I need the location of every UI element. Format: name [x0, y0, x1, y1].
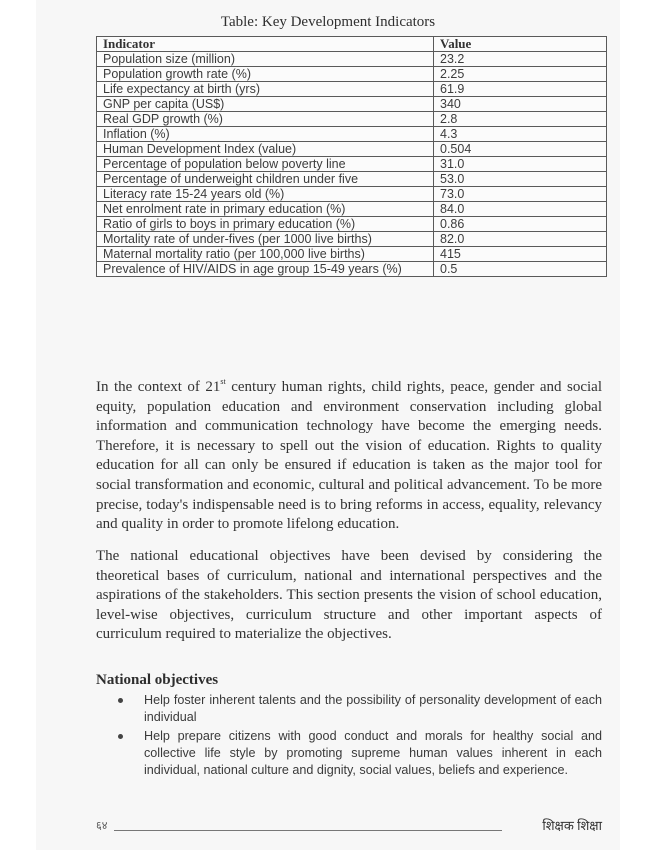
indicator-cell: GNP per capita (US$): [97, 97, 434, 112]
indicator-cell: Population growth rate (%): [97, 67, 434, 82]
table-row: [97, 157, 607, 172]
indicator-cell: Population size (million): [97, 52, 434, 67]
table-row: [97, 142, 607, 157]
table-row: [97, 202, 607, 217]
table-row: [97, 67, 607, 82]
paragraph-text: In the context of 21: [96, 379, 221, 395]
table-header-row: [97, 37, 607, 52]
value-cell: 82.0: [434, 232, 607, 247]
bullet-icon: [118, 698, 123, 703]
indicator-cell: Maternal mortality ratio (per 100,000 live births): [97, 247, 434, 262]
value-cell: 53.0: [434, 172, 607, 187]
bullet-icon: [118, 734, 123, 739]
indicator-cell: Literacy rate 15-24 years old (%): [97, 187, 434, 202]
document-page: [36, 0, 620, 850]
table-row: [97, 172, 607, 187]
value-cell: 73.0: [434, 187, 607, 202]
table-row: [97, 247, 607, 262]
value-cell: 0.5: [434, 262, 607, 277]
value-cell: 23.2: [434, 52, 607, 67]
running-title: शिक्षक शिक्षा: [542, 818, 602, 833]
objectives-list: [96, 692, 602, 781]
page-number: ६४: [96, 820, 108, 832]
indicator-cell: Life expectancy at birth (yrs): [97, 82, 434, 97]
table-row: [97, 52, 607, 67]
indicator-cell: Mortality rate of under-fives (per 1000 live births): [97, 232, 434, 247]
value-cell: 31.0: [434, 157, 607, 172]
list-item: [96, 692, 602, 726]
paragraph-text: century human rights, child rights, peace, gender and social equity, population education and environment conservation including global information and communication technology have become the emerging needs. Therefore, it is necessary to spell out the vision of education. Rights to quality education for all can only be ensured if education is taken as the major tool for social transformation and economic, cultural and political advancement. To be more precise, today's indispensable need is to bring reforms in access, equality, relevancy and quality in order to promote lifelong education.: [96, 379, 603, 533]
list-item-text: Help foster inherent talents and the possibility of personality development of each individual: [144, 693, 602, 724]
table-row: [97, 112, 607, 127]
table-row: [97, 262, 607, 277]
table-row: [97, 127, 607, 142]
indicator-cell: Inflation (%): [97, 127, 434, 142]
table-row: [97, 232, 607, 247]
indicator-cell: Real GDP growth (%): [97, 112, 434, 127]
value-cell: 61.9: [434, 82, 607, 97]
table-row: [97, 217, 607, 232]
value-cell: 2.8: [434, 112, 607, 127]
section-heading: National objectives: [96, 672, 219, 688]
value-cell: 0.86: [434, 217, 607, 232]
indicator-cell: Percentage of population below poverty line: [97, 157, 434, 172]
indicator-cell: Human Development Index (value): [97, 142, 434, 157]
paragraph-objectives-intro: [96, 547, 602, 645]
key-development-indicators-table: [96, 36, 607, 277]
indicator-cell: Ratio of girls to boys in primary education (%): [97, 217, 434, 232]
ordinal-superscript: st: [220, 377, 226, 386]
table-row: [97, 187, 607, 202]
column-header-value: Value: [434, 37, 607, 52]
footer-rule: [114, 830, 502, 831]
indicator-cell: Percentage of underweight children under five: [97, 172, 434, 187]
table-row: [97, 82, 607, 97]
value-cell: 415: [434, 247, 607, 262]
value-cell: 2.25: [434, 67, 607, 82]
indicator-cell: Net enrolment rate in primary education (%): [97, 202, 434, 217]
paragraph-context: [96, 378, 602, 535]
value-cell: 4.3: [434, 127, 607, 142]
table-title: Table: Key Development Indicators: [220, 14, 436, 30]
list-item: [96, 728, 602, 779]
value-cell: 84.0: [434, 202, 607, 217]
column-header-indicator: Indicator: [97, 37, 434, 52]
value-cell: 0.504: [434, 142, 607, 157]
paragraph-text: The national educational objectives have been devised by considering the theoretical bases of curriculum, national and international perspectives and the aspirations of the stakeholders. This section presents the vision of school education, level-wise objectives, curriculum structure and other important aspects of curriculum required to materialize the objectives.: [96, 548, 602, 643]
list-item-text: Help prepare citizens with good conduct and morals for healthy social and collective life style by promoting supreme human values inherent in each individual, national culture and dignity, social values, beliefs and experience.: [144, 729, 602, 777]
page-footer: [96, 818, 602, 836]
value-cell: 340: [434, 97, 607, 112]
indicator-cell: Prevalence of HIV/AIDS in age group 15-49 years (%): [97, 262, 434, 277]
table-row: [97, 97, 607, 112]
